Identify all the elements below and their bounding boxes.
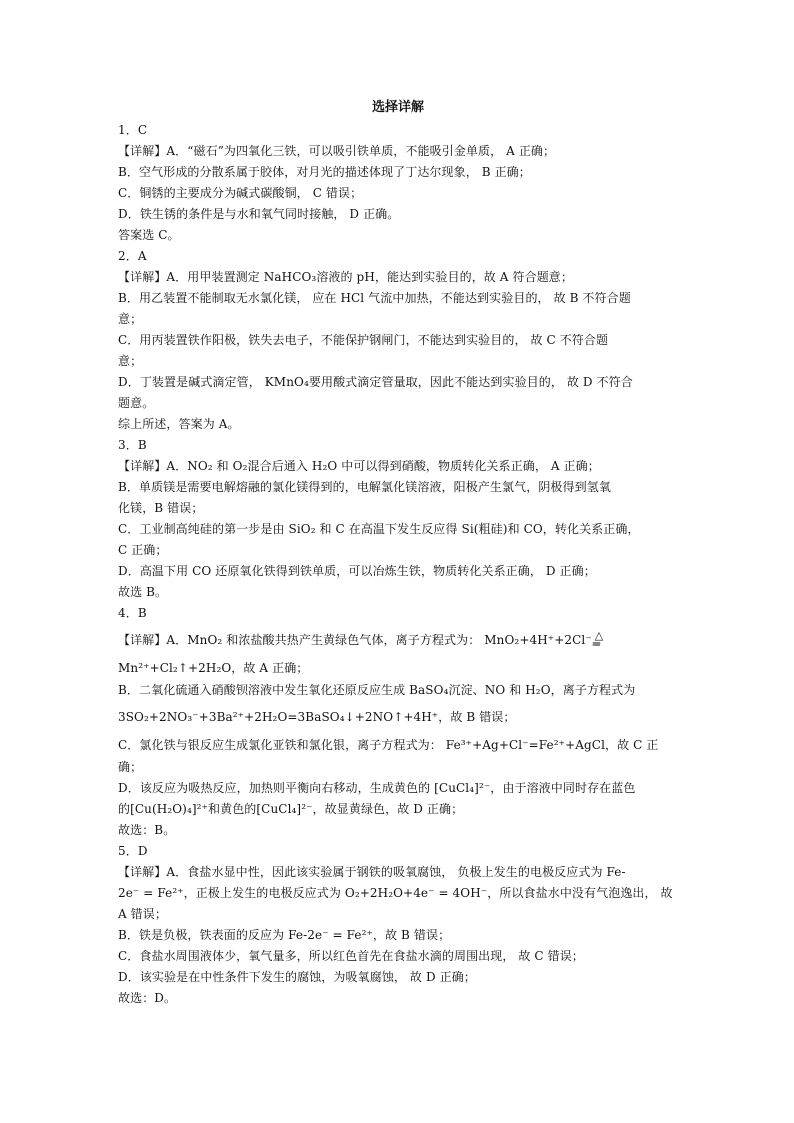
page-title: 选择详解 <box>371 100 424 115</box>
answer-number-1: 1．C <box>118 123 148 137</box>
document-page <box>118 98 678 1009</box>
explanation-line: 2e⁻ = Fe²⁺，正极上发生的电极反应式为 O₂+2H₂O+4e⁻ = 4OH⁻，所以食盐水中没有气泡逸出， 故 <box>118 886 673 900</box>
explanation-line: A 错误； <box>118 907 167 921</box>
explanation-line: C．氯化铁与银反应生成氯化亚铁和氯化银，离子方程式为： Fe³⁺+Ag+Cl⁻=Fe²⁺+AgCl，故 C 正 <box>118 738 659 752</box>
answer-conclusion: 综上所述，答案为 A。 <box>118 417 240 431</box>
explanation-line: D．该实验是在中性条件下发生的腐蚀，为吸氧腐蚀， 故 D 正确； <box>118 970 476 984</box>
explanation-line: B．铁是负极，铁表面的反应为 Fe-2e⁻ = Fe²⁺，故 B 错误； <box>118 928 451 942</box>
explanation-line: 【详解】A．食盐水显中性，因此该实验属于钢铁的吸氧腐蚀， 负极上发生的电极反应式为 Fe- <box>118 865 626 879</box>
explanation-line: 确； <box>118 760 143 774</box>
answer-conclusion: 答案选 C。 <box>118 228 180 242</box>
answer-conclusion: 故选 B。 <box>118 585 168 599</box>
explanation-line: B．二氧化硫通入硝酸钡溶液中发生氧化还原反应生成 BaSO₄沉淀、NO 和 H₂O，离子方程式为 <box>118 683 636 697</box>
explanation-line: D．该反应为吸热反应，加热则平衡向右移动，生成黄色的 [CuCl₄]²⁻，由于溶液中同时存在蓝色 <box>118 781 636 795</box>
explanation-line: B．单质镁是需要电解熔融的氯化镁得到的，电解氯化镁溶液，阳极产生氯气，阴极得到氢氧 <box>118 480 611 494</box>
explanation-line: C．工业制高纯硅的第一步是由 SiO₂ 和 C 在高温下发生反应得 Si(粗硅)和 CO，转化关系正确， <box>118 522 640 536</box>
answer-number-5: 5．D <box>118 844 148 858</box>
explanation-line: C．食盐水周围液体少，氧气量多，所以红色首先在食盐水滴的周围出现， 故 C 错误； <box>118 949 584 963</box>
answer-conclusion: 故选：D。 <box>118 991 177 1005</box>
answer-number-3: 3．B <box>118 438 147 452</box>
explanation-line: D．高温下用 CO 还原氧化铁得到铁单质，可以冶炼生铁，物质转化关系正确， D 正确； <box>118 564 596 578</box>
answer-number-4: 4．B <box>118 606 147 620</box>
equation-line-with-heat <box>118 624 678 653</box>
explanation-line: C．铜锈的主要成分为碱式碳酸铜， C 错误； <box>118 186 363 200</box>
explanation-line: 意； <box>118 312 143 326</box>
explanation-line: 题意。 <box>118 396 155 410</box>
answer-conclusion: 故选：B。 <box>118 823 176 837</box>
explanation-line: D．铁生锈的条件是与水和氧气同时接触， D 正确。 <box>118 207 400 221</box>
explanation-line: C．用丙装置铁作阳极，铁失去电子，不能保护钢闸门，不能达到实验目的， 故 C 不符合题 <box>118 333 609 347</box>
explanation-line: 的[Cu(H₂O)₄]²⁺和黄色的[CuCl₄]²⁻，故显黄绿色，故 D 正确； <box>118 802 464 816</box>
explanation-text: 【详解】A．MnO₂ 和浓盐酸共热产生黄绿色气体，离子方程式为： MnO₂+4H⁺+2Cl⁻ <box>118 633 592 647</box>
explanation-line: 意； <box>118 354 143 368</box>
heat-equals-symbol: △ ═ <box>592 629 604 651</box>
equation-line: 3SO₂+2NO₃⁻+3Ba²⁺+2H₂O=3BaSO₄↓+2NO↑+4H⁺，故 B 错误； <box>118 710 516 724</box>
explanation-line: 【详解】A．用甲装置测定 NaHCO₃溶液的 pH，能达到实验目的，故 A 符合题意； <box>118 270 573 284</box>
equation-line: Mn²⁺+Cl₂↑+2H₂O，故 A 正确； <box>118 661 309 675</box>
explanation-line: B．空气形成的分散系属于胶体，对月光的描述体现了丁达尔现象， B 正确； <box>118 165 531 179</box>
explanation-line: B．用乙装置不能制取无水氯化镁， 应在 HCl 气流中加热，不能达到实验目的， 故 B 不符合题 <box>118 291 631 305</box>
answer-number-2: 2．A <box>118 249 147 263</box>
explanation-line: 【详解】A．“磁石”为四氧化三铁，可以吸引铁单质，不能吸引金单质， A 正确； <box>118 144 556 158</box>
explanation-line: C 正确； <box>118 543 168 557</box>
explanation-line: 【详解】A．NO₂ 和 O₂混合后通入 H₂O 中可以得到硝酸，物质转化关系正确， A 正确； <box>118 459 600 473</box>
explanation-line: D．丁装置是碱式滴定管， KMnO₄要用酸式滴定管量取，因此不能达到实验目的， 故 D 不符合 <box>118 375 633 389</box>
explanation-line: 化镁，B 错误； <box>118 501 204 515</box>
